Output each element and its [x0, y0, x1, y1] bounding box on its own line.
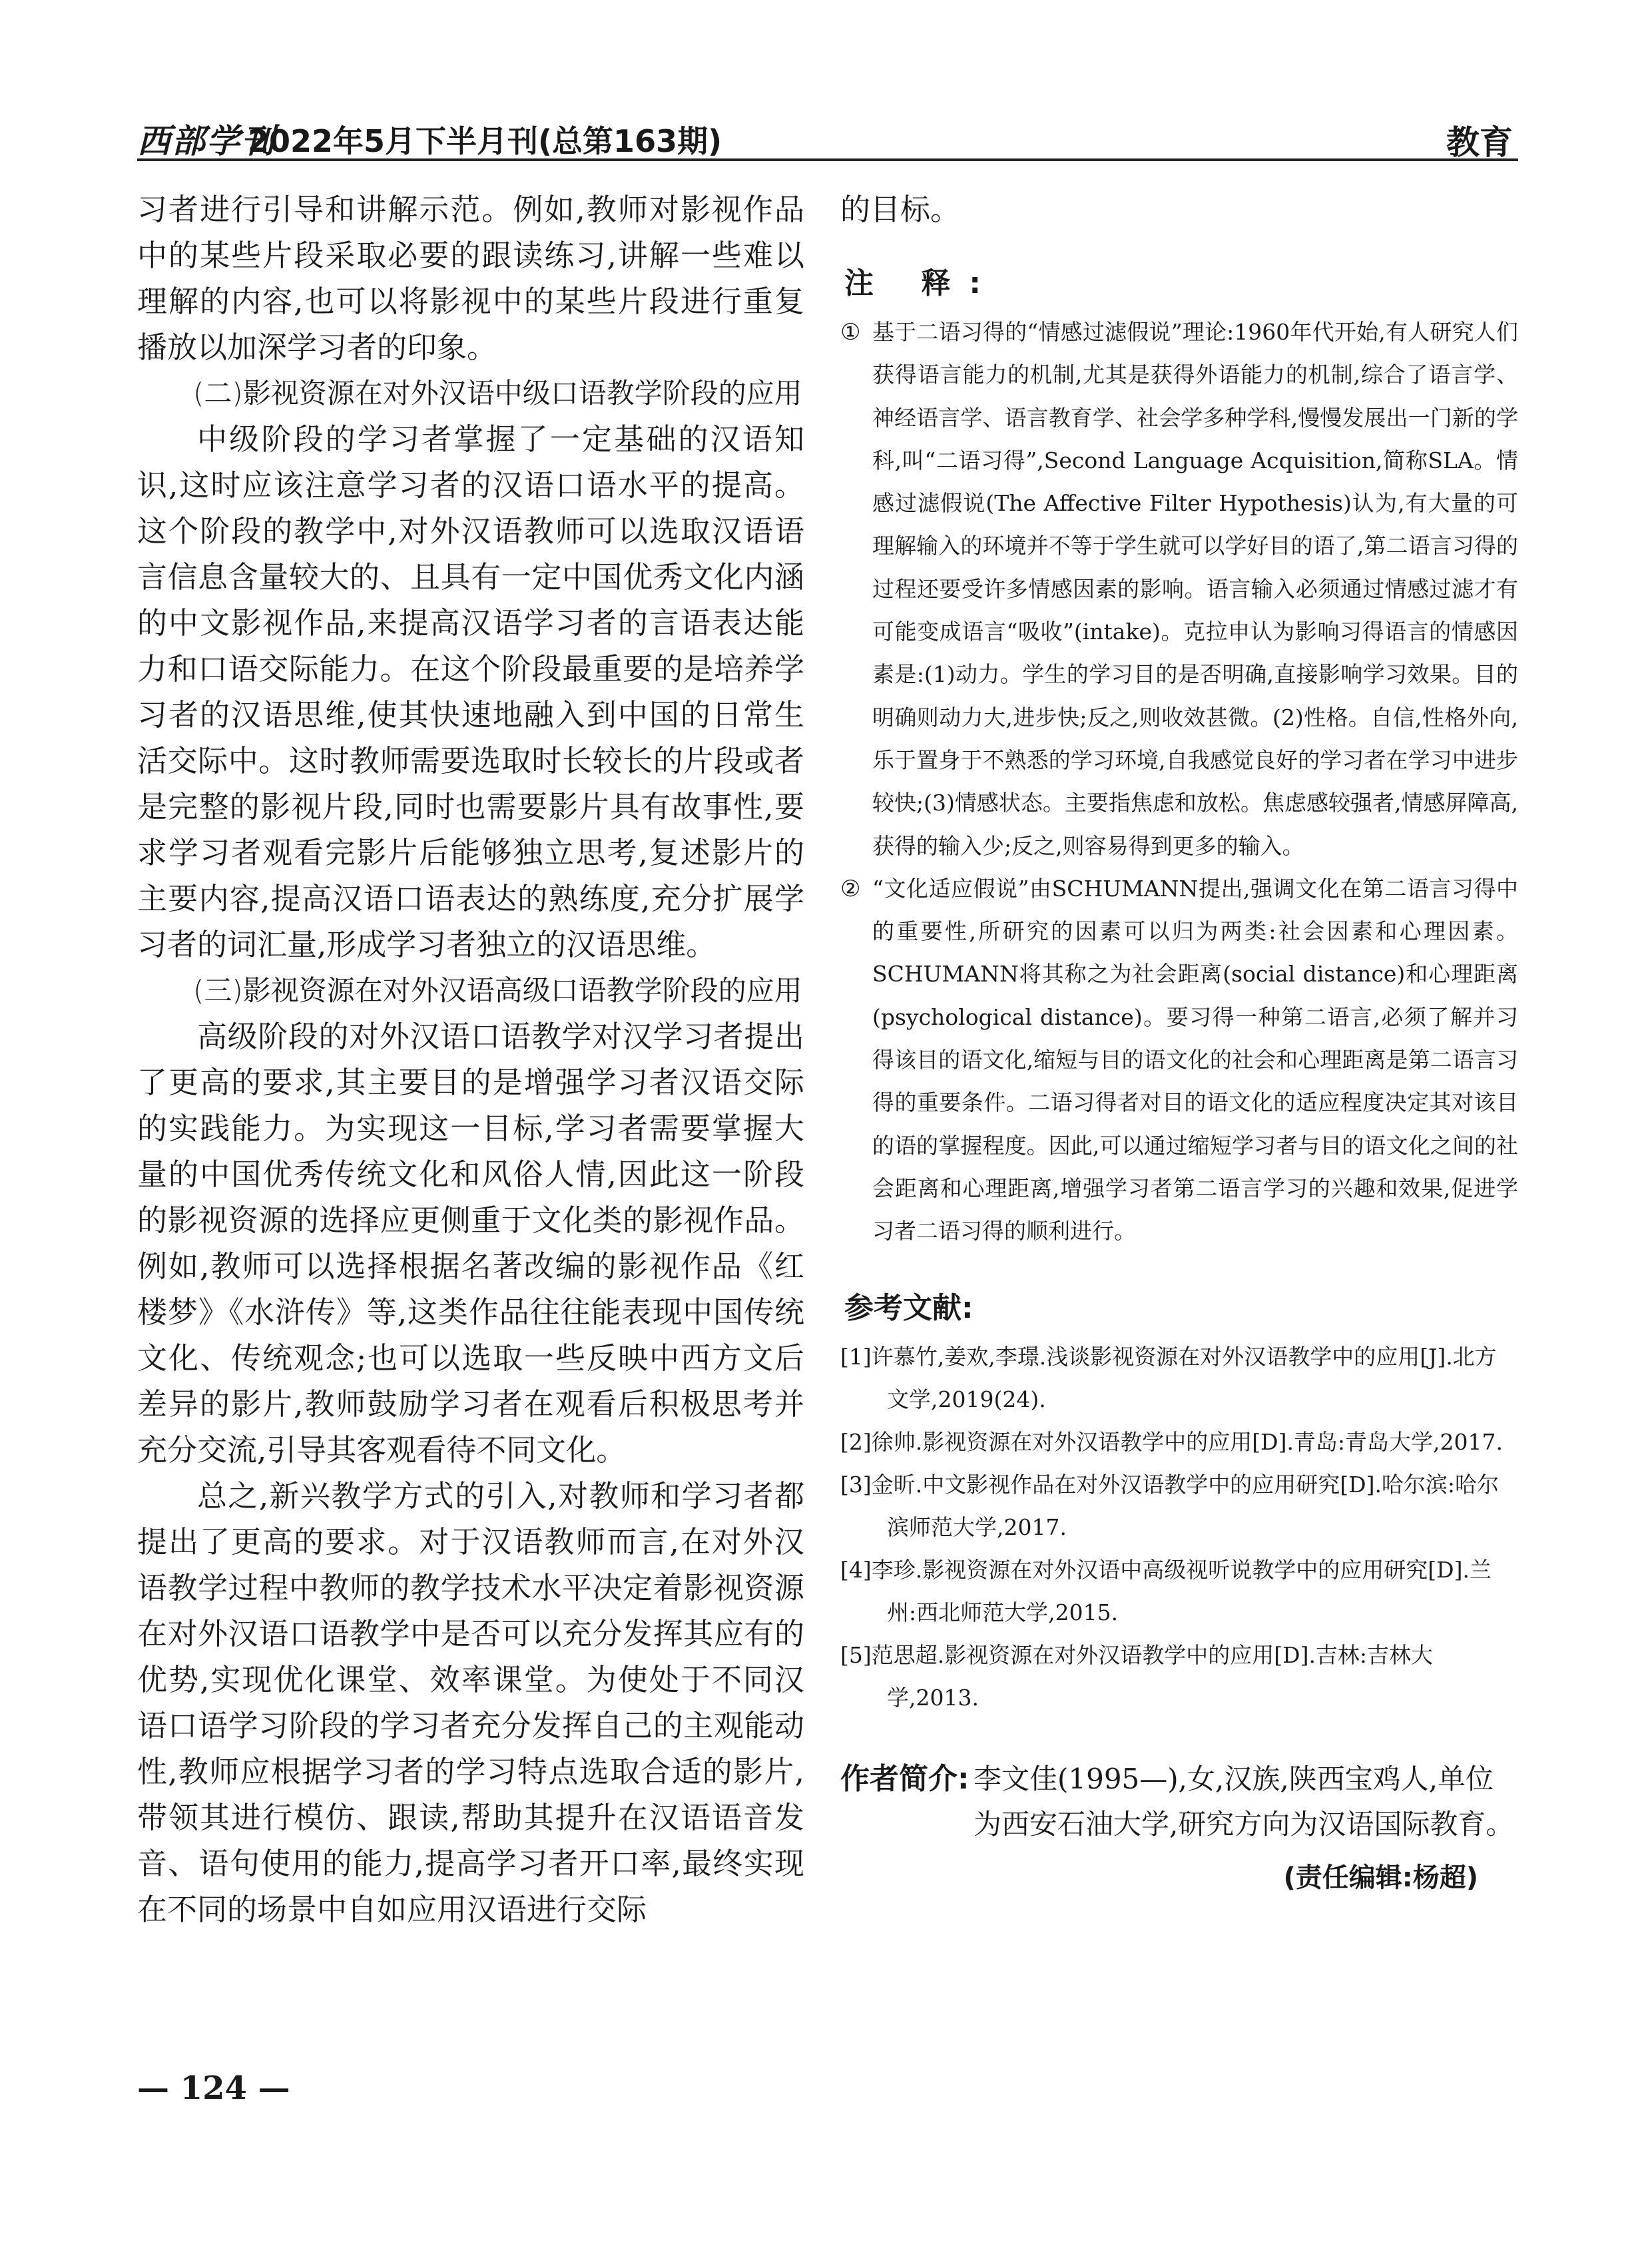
subheading-advanced: (三)影视资源在对外汉语高级口语教学阶段的应用 — [193, 974, 802, 1007]
note-text: 基于二语习得的“情感过滤假说”理论:1960年代开始,有人研究人们获得语言能力的机制,尤其是获得外语能力的机制,综合了语言学、神经语言学、语言教育学、社会学多种学科,慢慢发展出一门新的学科,叫“二语习得”,Second Language Acquisition,简称SLA。情感过滤假说(The Affective Filter Hypothesis)认为,有大量的可理解输入的环境并不等于学生就可以学好目的语了,第二语言习得的过程还要受许多情感因素的影响。语言输入必须通过情感过滤才有可能变成语言“吸收”(intake)。克拉申认为影响习得语言的情感因素是:(1)动力。学生的学习目的是否明确,直接影响学习效果。目的明确则动力大,进步快;反之,则收效甚微。(2)性格。自信,性格外向,乐于置身于不熟悉的学习环境,自我感觉良好的学习者在学习中进步较快;(3)情感状态。主要指焦虑和放松。焦虑感较强者,情感屏障高,获得的输入少;反之,则容易得到更多的输入。 — [872, 319, 1518, 859]
note-item — [840, 311, 1518, 868]
references-heading: 参考文献: — [844, 1290, 973, 1325]
author-bio — [840, 1757, 1518, 1847]
section-name: 教育 — [1446, 123, 1513, 162]
paragraph-continued: 习者进行引导和讲解示范。例如,教师对影视作品中的某些片段采取必要的跟读练习,讲解一些难以理解的内容,也可以将影视中的某些片段进行重复播放以加深学习者的印象。 — [137, 192, 804, 365]
left-column — [137, 186, 804, 1932]
reference-item: [1]许慕竹,姜欢,李璟.浅谈影视资源在对外汉语教学中的应用[J].北方文学,2019(24). — [840, 1343, 1497, 1412]
note-marker: ① — [840, 319, 861, 346]
author-bio-text: 李文佳(1995—),女,汉族,陕西宝鸡人,单位为西安石油大学,研究方向为汉语国际教育。 — [973, 1762, 1514, 1840]
note-text: “文化适应假说”由SCHUMANN提出,强调文化在第二语言习得中的重要性,所研究的因素可以归为两类:社会因素和心理因素。SCHUMANN将其称之为社会距离(social distance)和心理距离(psychological distance)。要习得一种第二语言,必须了解并习得该目的语文化,缩短与目的语文化的社会和心理距离是第二语言习得的重要条件。二语习得者对目的语文化的适应程度决定其对该目的语的掌握程度。因此,可以通过缩短学习者与目的语文化之间的社会距离和心理距离,增强学习者第二语言学习的兴趣和效果,促进学习者二语习得的顺利进行。 — [872, 875, 1518, 1245]
paragraph-advanced: 高级阶段的对外汉语口语教学对汉学习者提出了更高的要求,其主要目的是增强学习者汉语交际的实践能力。为实现这一目标,学习者需要掌握大量的中国优秀传统文化和风俗人情,因此这一阶段的影视资源的选择应更侧重于文化类的影视作品。例如,教师可以选择根据名著改编的影视作品《红楼梦》《水浒传》等,这类作品往往能表现中国传统文化、传统观念;也可以选取一些反映中西方文后差异的影片,教师鼓励学习者在观看后积极思考并充分交流,引导其客观看待不同文化。 — [137, 1019, 804, 1468]
notes-heading: 注 释: — [844, 266, 999, 300]
journal-logo: 西部学刊 — [137, 121, 276, 160]
note-marker: ② — [840, 875, 861, 902]
paragraph-conclusion: 总之,新兴教学方式的引入,对教师和学习者都提出了更高的要求。对于汉语教师而言,在对外汉语教学过程中教师的教学技术水平决定着影视资源在对外汉语口语教学中是否可以充分发挥其应有的优势,实现优化课堂、效率课堂。为使处于不同汉语口语学习阶段的学习者充分发挥自己的主观能动性,教师应根据学习者的学习特点选取合适的影片,带领其进行模仿、跟读,帮助其提升在汉语语音发音、语句使用的能力,提高学习者开口率,最终实现在不同的场景中自如应用汉语进行交际 — [137, 1478, 804, 1927]
right-column — [840, 186, 1518, 1894]
paragraph-intermediate: 中级阶段的学习者掌握了一定基础的汉语知识,这时应该注意学习者的汉语口语水平的提高。这个阶段的教学中,对外汉语教师可以选取汉语语言信息含量较大的、且具有一定中国优秀文化内涵的中文影视作品,来提高汉语学习者的言语表达能力和口语交际能力。在这个阶段最重要的是培养学习者的汉语思维,使其快速地融入到中国的日常生活交际中。这时教师需要选取时长较长的片段或者是完整的影视片段,同时也需要影片具有故事性,要求学习者观看完影片后能够独立思考,复述影片的主要内容,提高汉语口语表达的熟练度,充分扩展学习者的词汇量,形成学习者独立的汉语思维。 — [137, 421, 804, 962]
page-header — [137, 112, 1518, 161]
reference-item: [3]金昕.中文影视作品在对外汉语教学中的应用研究[D].哈尔滨:哈尔滨师范大学,2017. — [840, 1471, 1500, 1540]
issue-info: 2022年5月下半月刊(总第163期) — [248, 123, 722, 159]
note-item — [840, 868, 1518, 1253]
reference-item: [4]李珍.影视资源在对外汉语中高级视听说教学中的应用研究[D].兰州:西北师范大学,2015. — [840, 1556, 1492, 1625]
paragraph-continued-end: 的目标。 — [840, 192, 961, 227]
author-bio-label: 作者简介: — [840, 1761, 969, 1796]
responsible-editor: (责任编辑:杨超) — [1283, 1862, 1478, 1893]
page-number: — 124 — — [137, 2070, 290, 2107]
reference-item: [5]范思超.影视资源在对外汉语教学中的应用[D].吉林:吉林大学,2013. — [840, 1641, 1434, 1711]
subheading-intermediate: (二)影视资源在对外汉语中级口语教学阶段的应用 — [193, 377, 802, 410]
reference-item: [2]徐帅.影视资源在对外汉语教学中的应用[D].青岛:青岛大学,2017. — [840, 1428, 1504, 1455]
